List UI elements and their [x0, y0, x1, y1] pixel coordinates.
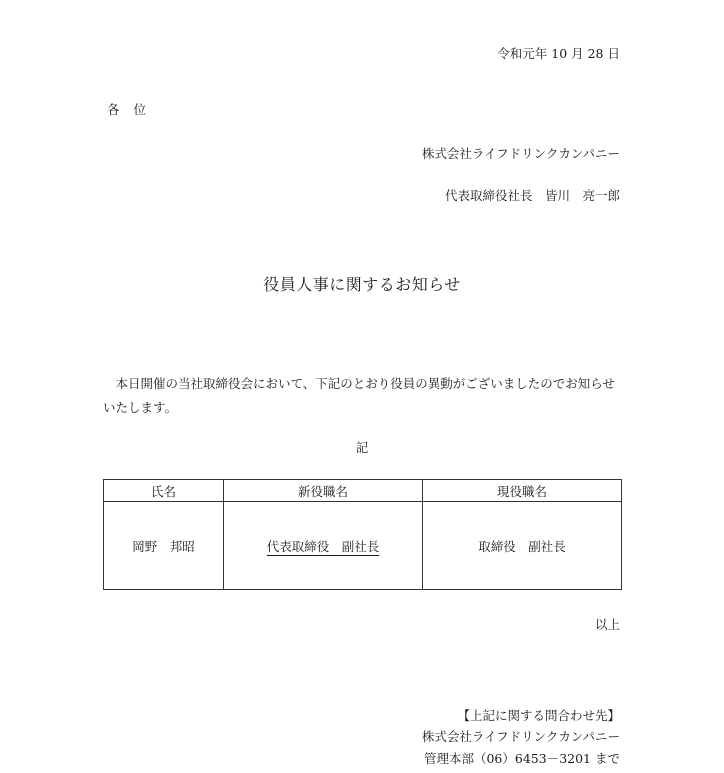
date: 令和元年 10 月 28 日 — [497, 46, 620, 61]
contact-company: 株式会社ライフドリンクカンパニー — [421, 729, 620, 744]
cell-current-position: 取締役 副社長 — [423, 502, 622, 590]
representative-name: 代表取締役社長 皆川 亮一郎 — [444, 188, 620, 203]
body-paragraph: 本日開催の当社取締役会において、下記のとおり役員の異動がございましたのでお知らせいたします。 — [103, 376, 615, 415]
new-position-text: 代表取締役 副社長 — [266, 538, 380, 554]
cell-new-position — [224, 502, 423, 590]
contact-heading: 【上記に関する問合わせ先】 — [457, 708, 620, 723]
personnel-table — [103, 479, 622, 590]
document-title: 役員人事に関するお知らせ — [263, 275, 461, 294]
header-current-position: 現役職名 — [423, 480, 622, 502]
contact-department: 管理本部（06）6453－3201 まで — [423, 751, 620, 766]
table-row — [104, 502, 622, 590]
cell-name: 岡野 邦昭 — [104, 502, 224, 590]
header-new-position: 新役職名 — [224, 480, 423, 502]
closing-mark: 以上 — [594, 617, 620, 632]
ki-marker: 記 — [355, 440, 369, 455]
company-name: 株式会社ライフドリンクカンパニー — [421, 146, 620, 161]
table-header-row — [104, 480, 622, 502]
header-name: 氏名 — [104, 480, 224, 502]
addressee: 各位 — [107, 102, 161, 117]
